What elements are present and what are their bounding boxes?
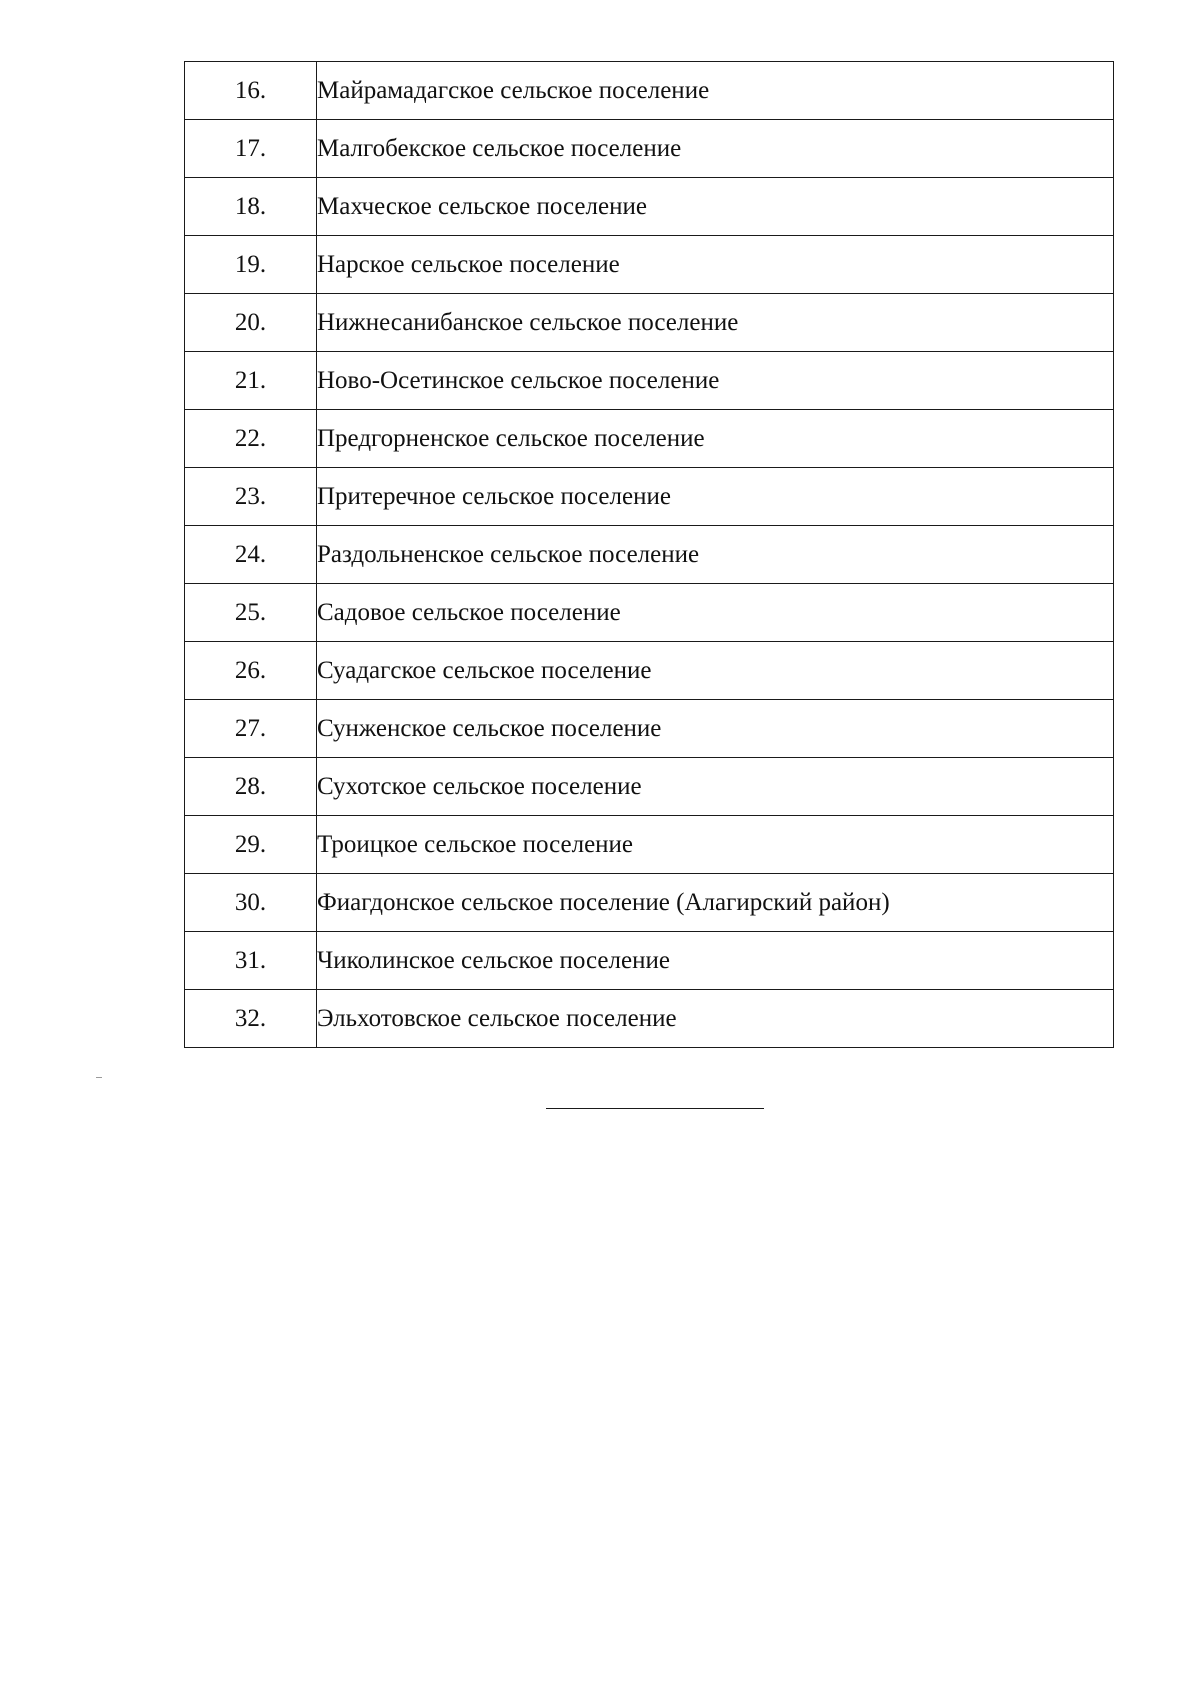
table-row bbox=[185, 932, 1114, 990]
table-row bbox=[185, 120, 1114, 178]
table-row bbox=[185, 294, 1114, 352]
row-number: 20. bbox=[185, 294, 317, 352]
settlement-name: Чиколинское сельское поселение bbox=[317, 932, 1114, 990]
row-number: 26. bbox=[185, 642, 317, 700]
settlement-name: Сунженское сельское поселение bbox=[317, 700, 1114, 758]
table-row bbox=[185, 584, 1114, 642]
table-row bbox=[185, 990, 1114, 1048]
table-row bbox=[185, 758, 1114, 816]
row-number: 30. bbox=[185, 874, 317, 932]
row-number: 25. bbox=[185, 584, 317, 642]
row-number: 29. bbox=[185, 816, 317, 874]
row-number: 17. bbox=[185, 120, 317, 178]
settlement-name: Ново-Осетинское сельское поселение bbox=[317, 352, 1114, 410]
row-number: 22. bbox=[185, 410, 317, 468]
table-row bbox=[185, 526, 1114, 584]
row-number: 24. bbox=[185, 526, 317, 584]
settlement-name: Троицкое сельское поселение bbox=[317, 816, 1114, 874]
table-row bbox=[185, 62, 1114, 120]
settlement-name: Притеречное сельское поселение bbox=[317, 468, 1114, 526]
row-number: 16. bbox=[185, 62, 317, 120]
table-row bbox=[185, 410, 1114, 468]
table-row bbox=[185, 874, 1114, 932]
settlement-name: Эльхотовское сельское поселение bbox=[317, 990, 1114, 1048]
row-number: 27. bbox=[185, 700, 317, 758]
settlement-name: Садовое сельское поселение bbox=[317, 584, 1114, 642]
settlement-name: Махческое сельское поселение bbox=[317, 178, 1114, 236]
table-row bbox=[185, 352, 1114, 410]
settlement-name: Фиагдонское сельское поселение (Алагирский район) bbox=[317, 874, 1114, 932]
settlement-name: Предгорненское сельское поселение bbox=[317, 410, 1114, 468]
table-row bbox=[185, 816, 1114, 874]
table-row bbox=[185, 236, 1114, 294]
settlement-name: Нижнесанибанское сельское поселение bbox=[317, 294, 1114, 352]
table-row bbox=[185, 700, 1114, 758]
table-row bbox=[185, 178, 1114, 236]
table-row bbox=[185, 468, 1114, 526]
settlement-name: Суадагское сельское поселение bbox=[317, 642, 1114, 700]
row-number: 18. bbox=[185, 178, 317, 236]
settlement-name: Малгобекское сельское поселение bbox=[317, 120, 1114, 178]
row-number: 21. bbox=[185, 352, 317, 410]
scan-mark bbox=[96, 1077, 102, 1078]
settlements-table bbox=[184, 61, 1114, 1048]
settlement-name: Нарское сельское поселение bbox=[317, 236, 1114, 294]
settlement-name: Раздольненское сельское поселение bbox=[317, 526, 1114, 584]
end-of-document-rule bbox=[546, 1108, 764, 1109]
row-number: 28. bbox=[185, 758, 317, 816]
row-number: 31. bbox=[185, 932, 317, 990]
row-number: 23. bbox=[185, 468, 317, 526]
settlement-name: Сухотское сельское поселение bbox=[317, 758, 1114, 816]
settlement-name: Майрамадагское сельское поселение bbox=[317, 62, 1114, 120]
row-number: 19. bbox=[185, 236, 317, 294]
row-number: 32. bbox=[185, 990, 317, 1048]
table-row bbox=[185, 642, 1114, 700]
